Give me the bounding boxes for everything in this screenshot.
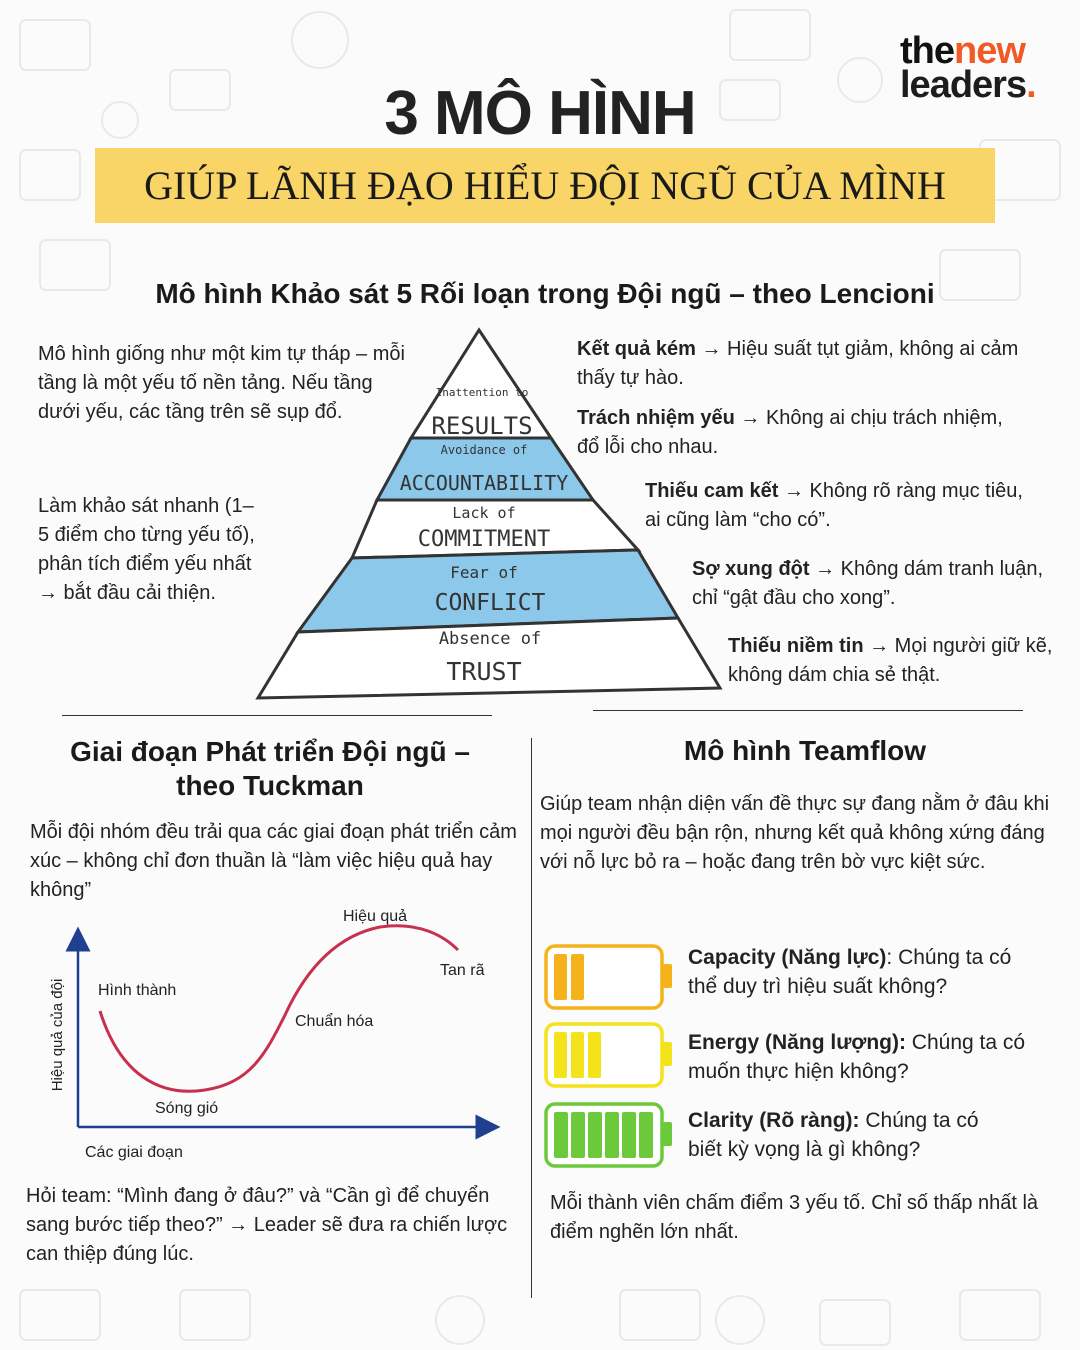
stage-norming: Chuẩn hóa xyxy=(295,1013,374,1030)
stage-storming: Sóng gió xyxy=(155,1100,219,1117)
divider-right xyxy=(593,710,1023,711)
divider-left xyxy=(62,715,492,716)
logo-new: new xyxy=(954,30,1025,72)
lencioni-item-commitment xyxy=(645,477,1025,535)
lencioni-item-accountability xyxy=(577,404,1017,462)
item-bold: Kết quả kém xyxy=(577,338,696,360)
item-text: → Hiệu suất tụt giảm, không ai cảm thấy tự hào. xyxy=(577,338,1019,389)
tuckman-curve xyxy=(100,926,458,1092)
tuckman-chart xyxy=(40,895,510,1175)
tuckman-heading-line-1: Giai đoạn Phát triển Đội ngũ – xyxy=(70,736,470,767)
item-text: → Không rõ ràng mục tiêu, ai cũng làm “cho có”. xyxy=(645,480,1023,531)
tuckman-xlabel: Các giai đoạn xyxy=(85,1144,183,1161)
item-text: → Không ai chịu trách nhiệm, đổ lỗi cho nhau. xyxy=(577,407,1003,458)
teamflow-batteries xyxy=(544,942,676,1172)
teamflow-energy xyxy=(688,1028,1028,1086)
pyramid-small-3: Fear of xyxy=(450,563,518,582)
page-title: 3 MÔ HÌNH xyxy=(384,79,696,148)
stage-forming: Hình thành xyxy=(98,982,177,999)
pyramid-big-1: ACCOUNTABILITY xyxy=(399,471,569,495)
teamflow-heading: Mô hình Teamflow xyxy=(683,735,927,766)
battery-bold: Clarity (Rõ ràng): xyxy=(688,1109,860,1132)
battery-text: : Chúng ta có thể duy trì hiệu suất không? xyxy=(688,946,1012,998)
tuckman-heading-line-2: theo Tuckman xyxy=(176,770,364,801)
logo-the: the xyxy=(900,30,954,72)
item-text: → Mọi người giữ kẽ, không dám chia sẻ thật. xyxy=(728,635,1053,686)
page-subtitle: GIÚP LÃNH ĐẠO HIỂU ĐỘI NGŨ CỦA MÌNH xyxy=(144,163,946,208)
battery-bold: Capacity (Năng lực) xyxy=(688,946,887,969)
tuckman-ylabel: Hiệu quả của đội xyxy=(49,978,66,1092)
logo-leaders: leaders xyxy=(900,64,1027,106)
tuckman-outro: Hỏi team: “Mình đang ở đâu?” và “Cần gì để chuyển sang bước tiếp theo?” → Leader sẽ đưa ra chiến lược can thiệp đúng lúc. xyxy=(26,1185,508,1265)
lencioni-heading: Mô hình Khảo sát 5 Rối loạn trong Đội ngũ – theo Lencioni xyxy=(155,278,935,309)
pyramid-big-3: CONFLICT xyxy=(434,590,546,616)
lencioni-item-conflict xyxy=(692,555,1052,613)
teamflow-intro: Giúp team nhận diện vấn đề thực sự đang nằm ở đâu khi mọi người đều bận rộn, nhưng kết quả không xứng đáng với nỗ lực bỏ ra – hoặc đang trên bờ vực kiệt sức. xyxy=(540,793,1050,873)
battery-clarity-icon xyxy=(546,1104,672,1166)
tuckman-intro: Mỗi đội nhóm đều trải qua các giai đoạn phát triển cảm xúc – không chỉ đơn thuần là “làm việc hiệu quả hay không” xyxy=(30,821,517,901)
item-text: → Không dám tranh luận, chỉ “gật đầu cho xong”. xyxy=(692,558,1044,609)
pyramid-small-2: Lack of xyxy=(452,504,516,522)
lencioni-left-text-2: Làm khảo sát nhanh (1–5 điểm cho từng yếu tố), phân tích điểm yếu nhất → bắt đầu cải thiện. xyxy=(38,495,255,604)
tuckman-heading xyxy=(0,735,540,803)
lencioni-left-text-1: Mô hình giống như một kim tự tháp – mỗi tầng là một yếu tố nền tảng. Nếu tầng dưới yếu, các tầng trên sẽ sụp đổ. xyxy=(38,343,405,423)
item-bold: Thiếu cam kết xyxy=(645,480,779,502)
item-bold: Trách nhiệm yếu xyxy=(577,407,735,429)
pyramid-big-0: RESULTS xyxy=(431,412,533,440)
battery-energy-icon xyxy=(546,1024,672,1086)
subtitle-banner xyxy=(95,148,995,223)
teamflow-outro: Mỗi thành viên chấm điểm 3 yếu tố. Chỉ số thấp nhất là điểm nghẽn lớn nhất. xyxy=(550,1192,1039,1243)
stage-performing: Hiệu quả xyxy=(343,908,408,925)
item-bold: Sợ xung đột xyxy=(692,558,810,580)
pyramid-small-1: Avoidance of xyxy=(440,443,528,457)
logo-dot: . xyxy=(1026,64,1036,106)
battery-text: Chúng ta có biết kỳ vọng là gì không? xyxy=(688,1109,979,1161)
divider-vertical xyxy=(531,738,532,1298)
battery-capacity-icon xyxy=(546,946,672,1008)
teamflow-clarity xyxy=(688,1106,1018,1164)
pyramid-small-4: Absence of xyxy=(438,629,542,649)
pyramid-small-0: Inattention to xyxy=(435,386,529,399)
stage-adjourning: Tan rã xyxy=(440,962,485,979)
item-bold: Thiếu niềm tin xyxy=(728,635,864,657)
battery-bold: Energy (Năng lượng): xyxy=(688,1031,906,1054)
lencioni-item-trust xyxy=(728,632,1058,690)
pyramid-big-4: TRUST xyxy=(446,657,522,686)
teamflow-capacity xyxy=(688,943,1018,1001)
pyramid-big-2: COMMITMENT xyxy=(417,527,551,552)
lencioni-item-results xyxy=(577,335,1047,393)
battery-text: Chúng ta có muốn thực hiện không? xyxy=(688,1031,1026,1083)
